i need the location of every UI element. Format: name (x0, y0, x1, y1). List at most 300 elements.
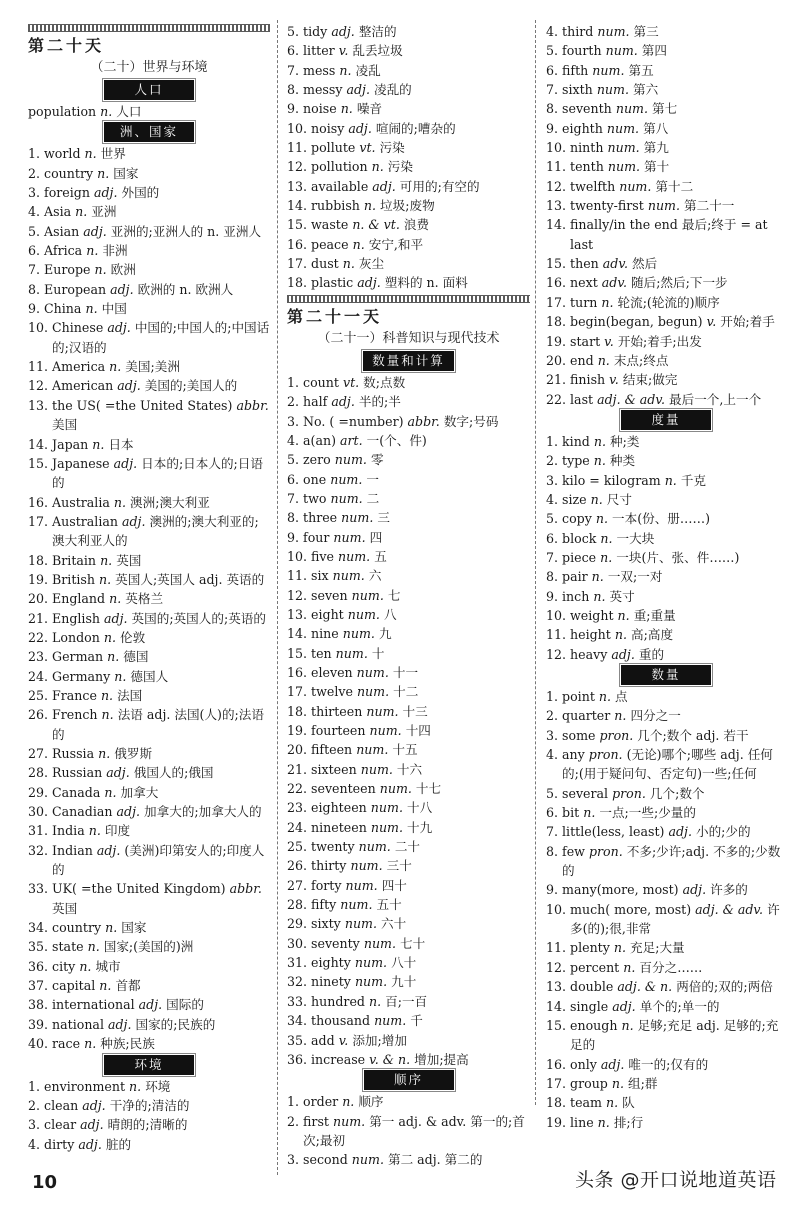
entry-number: 1. (28, 1078, 41, 1094)
entry-part-of-speech: n. (613, 940, 627, 956)
entry-number: 8. (546, 569, 559, 585)
entry-word: international (52, 997, 135, 1013)
entry-part-of-speech: n. (368, 993, 382, 1009)
vocab-entry (546, 177, 786, 196)
entry-meaning: 十 (371, 645, 385, 661)
entry-part-of-speech: n. (593, 453, 606, 469)
entry-meaning: 一大块 (616, 530, 655, 546)
entry-part-of-speech: num. (370, 819, 403, 835)
entry-meaning: 数字;号码 (443, 413, 499, 429)
entry-meaning: 许多的 (710, 882, 748, 898)
entry-word: seventeen (311, 781, 376, 797)
vocab-entry (546, 293, 786, 312)
vocab-entry (28, 841, 270, 880)
entry-meaning: 澳洲;澳大利亚 (130, 494, 210, 510)
vocab-entry (287, 760, 530, 779)
entry-word: line (570, 1114, 594, 1130)
entry-part-of-speech: adj. (668, 824, 692, 840)
category-heading-population: 人口 (104, 80, 194, 100)
entry-number: 3. (28, 1117, 41, 1133)
entry-word: forty (311, 877, 342, 893)
column-divider (277, 20, 278, 1175)
vocab-entry (28, 396, 270, 435)
entry-part-of-speech: num. (360, 761, 393, 777)
entry-part-of-speech: num. (338, 548, 371, 564)
vocab-entry (287, 837, 530, 856)
entry-number: 18. (287, 275, 308, 291)
entry-part-of-speech: num. (615, 101, 648, 117)
entry-meaning: 第七 (652, 101, 678, 117)
entry-part-of-speech: v. (338, 43, 349, 59)
entry-word: percent (570, 959, 620, 975)
entry-meaning: 法语 adj. 法国(人)的;法语的 (52, 707, 264, 742)
entry-number: 17. (287, 256, 308, 272)
entry-number: 26. (28, 707, 49, 723)
entry-number: 15. (28, 455, 49, 471)
entry-number: 1. (28, 146, 41, 162)
vocab-entry (546, 529, 786, 548)
entry-part-of-speech: n. (664, 472, 677, 488)
entry-part-of-speech: num. (356, 742, 389, 758)
entry-number: 24. (28, 668, 49, 684)
entry-part-of-speech: n. (340, 101, 353, 117)
entry-number: 10. (28, 320, 49, 336)
entry-meaning: 首都 (115, 978, 141, 994)
entry-word: country (44, 165, 94, 181)
entry-number: 9. (546, 120, 559, 136)
entry-number: 15. (287, 217, 308, 233)
entry-part-of-speech: n. (339, 62, 352, 78)
entry-meaning: 一 (366, 471, 379, 487)
entry-meaning: 喧闹的;嘈杂的 (375, 120, 456, 136)
entry-part-of-speech: adj. (331, 394, 355, 410)
entry-meaning: 日本的;日本人的;日语的 (52, 455, 263, 491)
entry-part-of-speech: adj. (93, 185, 118, 201)
entry-meaning: 亚洲 (91, 204, 117, 220)
vocab-entry (546, 587, 786, 606)
entry-word: French (52, 707, 98, 723)
entry-word: world (44, 146, 81, 162)
entry-number: 10. (546, 140, 567, 156)
entry-word: then (570, 256, 599, 272)
entry-number: 3. (546, 727, 559, 743)
vocab-entry (546, 451, 786, 470)
entry-part-of-speech: num. (354, 974, 388, 990)
vocab-entry (28, 1034, 270, 1053)
entry-meaning: 第三 (633, 24, 659, 39)
entry-meaning: 世界 (100, 146, 126, 162)
entry-number: 3. (28, 185, 41, 201)
category-heading-numbers: 数量和计算 (363, 351, 454, 371)
entry-meaning: 凌乱的 (373, 82, 412, 98)
entry-word: British (52, 571, 95, 587)
entry-part-of-speech: abbr. (407, 413, 440, 429)
entry-word: Japanese (52, 455, 110, 471)
entry-number: 25. (287, 839, 308, 855)
entry-number: 13. (546, 198, 567, 214)
vocab-entry (546, 273, 786, 292)
entry-word: tenth (570, 159, 604, 175)
entry-number: 15. (546, 1017, 567, 1033)
vocab-entry (287, 605, 530, 624)
section-subtitle: （二十）世界与环境 (90, 60, 208, 75)
entry-number: 1. (287, 374, 300, 390)
entry-part-of-speech: n. (103, 629, 116, 645)
entry-part-of-speech: n. (583, 805, 596, 821)
entry-word: piece (562, 549, 597, 565)
entry-part-of-speech: adj. & n. (617, 979, 673, 995)
entry-part-of-speech: num. (592, 62, 625, 78)
entry-meaning: 三 (377, 510, 390, 526)
entry-part-of-speech: n. (597, 352, 610, 368)
entry-meaning: 结束;做完 (622, 372, 678, 388)
entry-part-of-speech: n. (600, 530, 613, 546)
entry-number: 17. (287, 684, 308, 700)
entry-part-of-speech: n. (601, 294, 614, 310)
vocab-entry (546, 706, 786, 725)
vocab-list-order (287, 1092, 530, 1169)
entry-meaning: 零 (370, 452, 384, 468)
entry-meaning: 国家的;民族的 (135, 1016, 216, 1032)
entry-meaning: 三十 (386, 858, 412, 874)
entry-meaning: 第六 (633, 82, 659, 98)
vocab-entry (287, 177, 530, 196)
vocab-entry (287, 682, 530, 701)
entry-number: 20. (28, 591, 49, 607)
entry-word: six (311, 568, 329, 584)
entry-word: waste (311, 217, 349, 233)
entry-number: 12. (546, 178, 567, 194)
vocab-entry (287, 373, 530, 392)
vocab-entry (287, 663, 530, 682)
entry-part-of-speech: vt. (359, 140, 376, 156)
entry-word: two (303, 490, 327, 506)
entry-word: national (52, 1016, 104, 1032)
entry-word: begin(began, begun) (570, 314, 703, 330)
entry-meaning: 十九 (407, 819, 433, 835)
vocab-entry (546, 997, 786, 1016)
entry-number: 15. (546, 256, 567, 272)
entry-part-of-speech: num. (606, 120, 640, 136)
vocab-list-quantity (546, 687, 786, 1132)
entry-number: 4. (546, 747, 559, 763)
vocab-entry (287, 1150, 530, 1169)
entry-part-of-speech: n. (109, 591, 122, 607)
entry-part-of-speech: vt. (342, 374, 360, 390)
entry-number: 23. (28, 649, 49, 665)
entry-word: sixteen (311, 761, 357, 777)
entry-number: 9. (546, 588, 559, 604)
entry-number: 6. (28, 243, 41, 259)
entry-number: 1. (287, 1094, 300, 1110)
entry-word: any (562, 747, 585, 763)
entry-word: weight (570, 607, 614, 623)
entry-number: 39. (28, 1016, 49, 1032)
vocab-entry (287, 431, 530, 450)
entry-word: add (311, 1032, 335, 1048)
entry-part-of-speech: n. (100, 552, 113, 568)
entry-part-of-speech: num. (340, 897, 373, 913)
entry-number: 27. (28, 746, 49, 761)
entry-meaning: 国家;(美国的)洲 (103, 939, 194, 955)
entry-word: turn (570, 294, 598, 310)
entry-meaning: 第二十一 (684, 198, 735, 214)
entry-number: 21. (28, 610, 49, 626)
entry-part-of-speech: n. (614, 708, 627, 724)
entry-part-of-speech: num. (370, 800, 403, 816)
wavy-divider (28, 24, 270, 32)
entry-number: 11. (546, 627, 567, 643)
entry-word: Australia (52, 494, 110, 510)
column-2 (287, 22, 530, 1170)
entry-part-of-speech: art. (340, 432, 363, 448)
section-subtitle: （二十一）科普知识与现代技术 (317, 330, 500, 346)
entry-meaning: 第九 (643, 140, 669, 156)
vocab-entry (287, 566, 530, 585)
vocab-entry (546, 567, 786, 586)
vocab-list-numbers (287, 373, 530, 1069)
vocab-entry (28, 144, 270, 163)
entry-meaning: 组;群 (628, 1075, 658, 1091)
column-3 (546, 22, 786, 1132)
vocab-entry (287, 798, 530, 817)
vocab-entry (546, 138, 786, 157)
entry-meaning: 添加;增加 (352, 1032, 407, 1048)
entry-word: eighth (562, 120, 603, 136)
entry-number: 16. (546, 1056, 567, 1072)
entry-number: 35. (28, 939, 49, 955)
entry-number: 11. (546, 940, 567, 956)
entry-word: English (52, 610, 101, 626)
entry-meaning: 开始;着手 (720, 314, 775, 330)
vocab-entry (287, 138, 530, 157)
entry-word: zero (303, 452, 331, 468)
entry-meaning: 日本 (108, 436, 134, 452)
entry-meaning: 凌乱 (355, 62, 381, 78)
entry-meaning: 许多(的);很,非常 (570, 901, 780, 937)
entry-word: pollution (311, 159, 368, 175)
vocab-entry (287, 624, 530, 643)
entry-number: 31. (28, 823, 49, 839)
vocab-entry (546, 1016, 786, 1055)
entry-word: fourteen (311, 723, 366, 738)
entry-word: thirty (311, 858, 347, 874)
vocab-entry (287, 1011, 530, 1030)
vocab-entry (546, 61, 786, 80)
vocab-entry (546, 1113, 786, 1132)
entry-meaning: 六十 (381, 916, 407, 932)
entry-part-of-speech: num. (369, 723, 402, 738)
entry-meaning: 五十 (376, 897, 402, 913)
entry-number: 36. (28, 958, 49, 974)
entry-number: 5. (546, 785, 559, 801)
entry-meaning: 九 (378, 626, 392, 642)
entry-part-of-speech: num. (347, 606, 380, 622)
entry-word: one (303, 471, 327, 487)
entry-word: nine (311, 626, 339, 642)
entry-number: 2. (546, 708, 559, 724)
vocab-entry (28, 667, 270, 686)
entry-word: messy (303, 82, 343, 98)
entry-meaning: 澳洲的;澳大利亚的;澳大利亚人的 (52, 513, 259, 549)
entry-meaning: 千克 (680, 472, 707, 488)
entry-number: 16. (28, 494, 49, 510)
vocab-list-environment (28, 1077, 270, 1154)
entry-number: 10. (287, 120, 308, 136)
vocab-entry (28, 705, 270, 744)
vocab-entry (287, 934, 530, 953)
entry-word: block (562, 530, 597, 546)
entry-meaning: 外国的 (121, 185, 160, 201)
vocab-entry (287, 818, 530, 837)
vocab-entry (546, 625, 786, 644)
entry-part-of-speech: num. (619, 178, 652, 194)
entry-word: France (52, 687, 97, 703)
entry-number: 23. (287, 800, 308, 816)
entry-part-of-speech: adj. (372, 178, 396, 194)
entry-number: 11. (287, 568, 308, 584)
entry-part-of-speech: n. (101, 707, 114, 723)
entry-word: China (44, 301, 82, 317)
entry-part-of-speech: n. (99, 571, 112, 587)
vocab-entry: population n. 人口 (28, 104, 142, 119)
entry-number: 4. (287, 432, 300, 448)
vocab-entry (28, 802, 270, 821)
entry-number: 28. (287, 897, 308, 913)
entry-part-of-speech: n. (87, 939, 100, 955)
entry-number: 9. (287, 529, 300, 545)
entry-word: No. ( =number) (303, 413, 404, 429)
entry-meaning: 十七 (415, 781, 442, 797)
entry-meaning: 排;行 (613, 1114, 644, 1130)
entry-number: 4. (546, 491, 559, 507)
entry-word: finally/in the end (570, 217, 678, 233)
vocab-entry (287, 1092, 530, 1111)
entry-part-of-speech: pron. (588, 747, 623, 763)
entry-part-of-speech: pron. (588, 843, 623, 859)
entry-meaning: 欧洲的 n. 欧洲人 (137, 281, 234, 297)
entry-number: 21. (287, 761, 308, 777)
entry-meaning: 污染 (379, 140, 405, 156)
entry-number: 12. (287, 159, 308, 175)
entry-word: America (52, 359, 106, 375)
entry-part-of-speech: num. (358, 839, 391, 855)
entry-number: 2. (28, 165, 41, 181)
entry-meaning: 重的 (638, 646, 665, 662)
entry-word: twelve (311, 684, 353, 700)
entry-meaning: 美国 (52, 417, 78, 433)
entry-meaning: 伦敦 (120, 629, 146, 645)
entry-meaning: 足够;充足 adj. 足够的;充足的 (570, 1017, 779, 1053)
entry-meaning: 半的;半 (358, 394, 401, 410)
entry-number: 12. (28, 378, 49, 394)
vocab-entry (287, 586, 530, 605)
entry-number: 34. (28, 920, 49, 936)
vocab-entry (28, 589, 270, 608)
entry-part-of-speech: n. (94, 262, 107, 278)
entry-meaning: 五 (374, 548, 387, 564)
entry-part-of-speech: adj. (121, 513, 146, 529)
entry-word: hundred (311, 993, 365, 1009)
entry-meaning: 中国的;中国人的;中国话的;汉语的 (52, 320, 270, 355)
entry-part-of-speech: num. (333, 1113, 366, 1129)
entry-part-of-speech: v. (338, 1032, 349, 1048)
entry-word: bit (562, 805, 580, 821)
entry-word: twenty (311, 839, 355, 855)
entry-part-of-speech: n. (109, 359, 122, 375)
entry-part-of-speech: v. & n. (369, 1051, 411, 1067)
category-heading-quantity: 数量 (621, 665, 711, 685)
entry-meaning: 四分之一 (630, 708, 681, 724)
entry-word: plastic (311, 275, 354, 291)
vocab-entry (28, 1015, 270, 1034)
entry-meaning: 整洁的 (358, 24, 397, 39)
entry-part-of-speech: n. (606, 1095, 619, 1111)
entry-number: 3. (287, 1152, 300, 1168)
entry-meaning: 四 (369, 529, 383, 545)
entry-meaning: 种;类 (610, 433, 640, 449)
entry-part-of-speech: num. (379, 781, 412, 797)
entry-number: 18. (287, 703, 308, 719)
vocab-entry (287, 273, 530, 292)
entry-part-of-speech: n. (623, 959, 636, 975)
entry-word: few (562, 843, 585, 859)
entry-part-of-speech: num. (350, 858, 383, 874)
entry-meaning: 国际的 (166, 997, 204, 1013)
entry-word: inch (562, 588, 590, 604)
entry-part-of-speech: n. (75, 204, 88, 220)
entry-number: 12. (546, 646, 567, 662)
entry-part-of-speech: n. (593, 433, 607, 449)
entry-number: 15. (287, 645, 308, 661)
vocab-entry (546, 471, 786, 490)
entry-meaning: 增加;提高 (414, 1051, 469, 1067)
entry-meaning: 塑料的 n. 面料 (384, 275, 468, 291)
entry-meaning: 垃圾;废物 (380, 198, 435, 214)
vocab-entry (28, 1135, 270, 1154)
vocab-entry (28, 570, 270, 589)
vocab-entry (287, 254, 530, 273)
vocab-entry (287, 41, 530, 60)
entry-word: first (303, 1113, 329, 1129)
entry-number: 10. (546, 607, 567, 623)
vocab-entry (28, 995, 270, 1014)
entry-word: copy (562, 511, 592, 527)
entry-meaning: 第四 (641, 43, 667, 59)
entry-number: 9. (546, 882, 559, 898)
vocab-entry (287, 547, 530, 566)
vocab-entry (28, 1077, 270, 1096)
vocab-entry (546, 119, 786, 138)
entry-part-of-speech: adj. (117, 378, 141, 394)
entry-number: 14. (28, 436, 49, 452)
entry-part-of-speech: n. (591, 569, 604, 585)
vocab-entry (546, 99, 786, 118)
entry-part-of-speech: n. (113, 494, 126, 510)
entry-part-of-speech: n. (86, 243, 99, 259)
entry-word: Asian (44, 223, 80, 239)
vocab-entry (28, 260, 270, 279)
entry-number: 33. (287, 993, 308, 1009)
entry-word: peace (311, 236, 349, 252)
entry-meaning: 十三 (402, 703, 428, 719)
entry-word: height (570, 627, 611, 643)
entry-meaning: (无论)哪个;哪些 adj. 任何的;(用于疑问句、否定句)一些;任何 (562, 747, 773, 782)
entry-number: 1. (546, 689, 559, 704)
vocab-entry (287, 157, 530, 176)
entry-number: 7. (287, 490, 300, 506)
entry-meaning: 非洲 (102, 243, 128, 259)
